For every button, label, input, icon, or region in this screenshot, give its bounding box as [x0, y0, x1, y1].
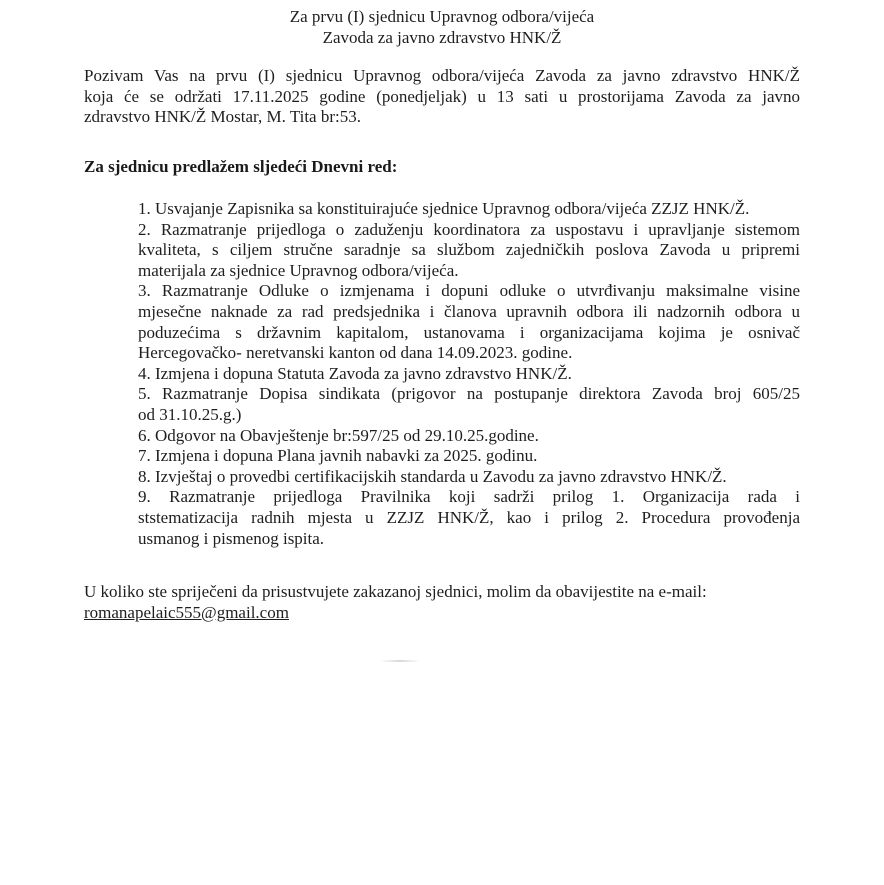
closing-text: U koliko ste spriječeni da prisustvujete zakazanoj sjednici, molim da obavijestite na e-mail: [84, 582, 707, 601]
agenda-item-3 [138, 281, 800, 363]
invitation-paragraph [84, 66, 800, 128]
title-line-1: Za prvu (I) sjednicu Upravnog odbora/vijeća [289, 7, 595, 26]
agenda-item-8-line-1: 8. Izvještaj o provedbi certifikacijskih standarda u Zavodu za javno zdravstvo HNK/Ž. [138, 466, 727, 486]
agenda-item-8 [138, 467, 800, 488]
agenda-item-1-line-1: 1. Usvajanje Zapisnika sa konstituirajuće sjednice Upravnog odbora/vijeća ZZJZ HNK/Ž. [138, 199, 750, 218]
agenda-item-2-line-3: materijala za sjednice Upravnog odbora/vijeća. [138, 260, 459, 280]
agenda-item-4-line-1: 4. Izmjena i dopuna Statuta Zavoda za javno zdravstvo HNK/Ž. [138, 363, 572, 383]
agenda-item-5-line-2: od 31.10.25.g.) [138, 404, 242, 424]
agenda-item-2-line-2: kvaliteta, s ciljem stručne saradnje sa službom zajedničkih poslova Zavoda u pripremi [138, 240, 800, 260]
agenda-item-2 [138, 220, 800, 282]
agenda-item-9-line-1: 9. Razmatranje prijedloga Pravilnika koji sadrži prilog 1. Organizacija rada i [138, 487, 800, 507]
agenda-item-9 [138, 487, 800, 549]
document-title [0, 6, 884, 48]
agenda-item-5-line-1: 5. Razmatranje Dopisa sindikata (prigovor na postupanje direktora Zavoda broj 605/25 [138, 384, 800, 404]
agenda-item-3-line-2: mjesečne naknade za rad predsjednika i članova upravnih odbora ili nadzornih odbora u [138, 301, 800, 321]
intro-line-2: koja će se održati 17.11.2025 godine (ponedjeljak) u 13 sati u prostorijama Zavoda za javno [84, 86, 800, 106]
title-line-2: Zavoda za javno zdravstvo HNK/Ž [322, 28, 562, 47]
agenda-item-7-line-1: 7. Izmjena i dopuna Plana javnih nabavki za 2025. godinu. [138, 446, 538, 466]
contact-email-link[interactable]: romanapelaic555@gmail.com [84, 602, 289, 622]
agenda-item-9-line-2: ststematizacija radnih mjesta u ZZJZ HNK/Ž, kao i prilog 2. Procedura provođenja [138, 507, 800, 527]
agenda-item-6-line-1: 6. Odgovor na Obavještenje br:597/25 od 29.10.25.godine. [138, 425, 539, 445]
agenda-item-1 [138, 199, 800, 220]
agenda-heading: Za sjednicu predlažem sljedeći Dnevni red: [84, 157, 398, 176]
agenda-item-6 [138, 426, 800, 447]
intro-line-3: zdravstvo HNK/Ž Mostar, M. Tita br:53. [84, 107, 361, 126]
agenda-item-3-line-1: 3. Razmatranje Odluke o izmjenama i dopuni odluke o utvrđivanju maksimalne visine [138, 281, 800, 301]
scan-artifact [380, 660, 420, 662]
agenda-item-3-line-4: Hercegovačko- neretvanski kanton od dana 14.09.2023. godine. [138, 343, 573, 363]
closing-paragraph [84, 582, 707, 623]
intro-line-1: Pozivam Vas na prvu (I) sjednicu Upravnog odbora/vijeća Zavoda za javno zdravstvo HNK/Ž [84, 66, 800, 85]
agenda-item-3-line-3: poduzećima s državnim kapitalom, ustanovama i organizacijama kojima je osnivač [138, 322, 800, 342]
agenda-item-2-line-1: 2. Razmatranje prijedloga o zaduženju koordinatora za uspostavu i upravljanje sistemom [138, 219, 800, 239]
agenda-item-7 [138, 446, 800, 467]
agenda-item-4 [138, 364, 800, 385]
agenda-item-5 [138, 384, 800, 425]
agenda-list [138, 199, 800, 549]
agenda-item-9-line-3: usmanog i pismenog ispita. [138, 528, 325, 548]
